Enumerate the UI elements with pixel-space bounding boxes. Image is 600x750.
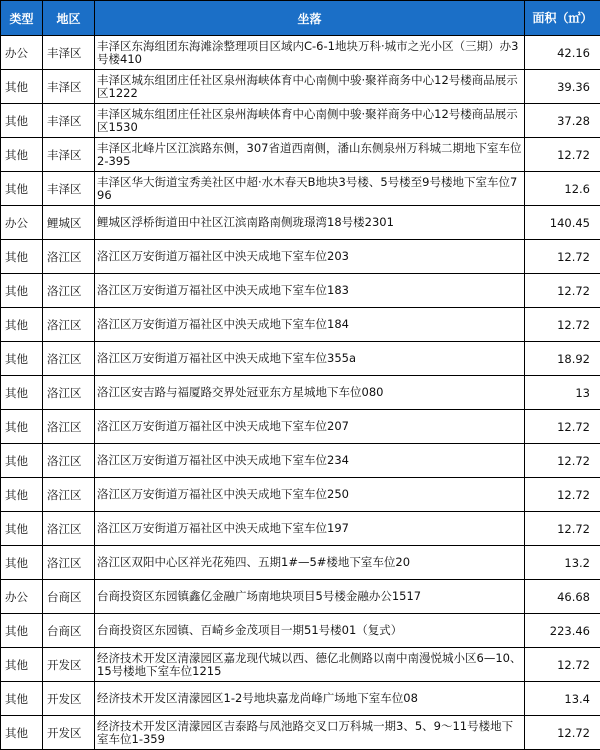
header-size [525, 1, 600, 36]
cell-area: 洛江区 [43, 512, 95, 546]
cell-location: 洛江区万安街道万福社区中泱天成地下室车位234 [95, 444, 525, 478]
cell-location: 丰泽区东海组团东海滩涂整理项目区域内C-6-1地块万科·城市之光小区（三期）办3号楼410 [95, 36, 525, 70]
table-row [1, 308, 600, 342]
table-row [1, 206, 600, 240]
cell-type: 其他 [1, 716, 43, 750]
cell-area: 洛江区 [43, 376, 95, 410]
cell-area: 丰泽区 [43, 104, 95, 138]
cell-type: 其他 [1, 682, 43, 716]
cell-size: 12.72 [525, 478, 600, 512]
cell-size: 46.68 [525, 580, 600, 614]
table-row [1, 342, 600, 376]
table-row [1, 478, 600, 512]
table-header-row [1, 1, 600, 36]
cell-type: 其他 [1, 444, 43, 478]
table-body [1, 36, 600, 750]
cell-size: 12.72 [525, 240, 600, 274]
cell-type: 其他 [1, 308, 43, 342]
cell-location: 丰泽区城东组团庄任社区泉州海峡体育中心南侧中骏·聚祥商务中心12号楼商品展示区1530 [95, 104, 525, 138]
cell-location: 洛江区安吉路与福厦路交界处冠亚东方星城地下车位080 [95, 376, 525, 410]
cell-location: 经济技术开发区清濛园区吉泰路与凤池路交叉口万科城一期3、5、9～11号楼地下室车位1-359 [95, 716, 525, 750]
cell-location: 台商投资区东园镇、百崎乡金茂项目一期51号楼01（复式） [95, 614, 525, 648]
cell-size: 12.72 [525, 716, 600, 750]
cell-type: 其他 [1, 240, 43, 274]
table-row [1, 104, 600, 138]
cell-location: 洛江区万安街道万福社区中泱天成地下室车位183 [95, 274, 525, 308]
cell-location: 丰泽区北峰片区江滨路东侧，307省道西南侧，潘山东侧泉州万科城二期地下室车位2-395 [95, 138, 525, 172]
cell-area: 洛江区 [43, 308, 95, 342]
cell-area: 丰泽区 [43, 36, 95, 70]
cell-area: 洛江区 [43, 478, 95, 512]
table-row [1, 546, 600, 580]
cell-size: 12.72 [525, 512, 600, 546]
table-row [1, 172, 600, 206]
cell-type: 办公 [1, 580, 43, 614]
cell-type: 其他 [1, 546, 43, 580]
cell-type: 其他 [1, 410, 43, 444]
cell-size: 223.46 [525, 614, 600, 648]
cell-area: 洛江区 [43, 410, 95, 444]
table-row [1, 138, 600, 172]
cell-location: 洛江区万安街道万福社区中泱天成地下室车位250 [95, 478, 525, 512]
cell-area: 丰泽区 [43, 138, 95, 172]
cell-size: 37.28 [525, 104, 600, 138]
table-row [1, 648, 600, 682]
cell-area: 洛江区 [43, 274, 95, 308]
table-row [1, 410, 600, 444]
cell-size: 12.72 [525, 138, 600, 172]
cell-size: 12.72 [525, 274, 600, 308]
cell-size: 13 [525, 376, 600, 410]
cell-location: 丰泽区城东组团庄任社区泉州海峡体育中心南侧中骏·聚祥商务中心12号楼商品展示区1222 [95, 70, 525, 104]
cell-type: 其他 [1, 478, 43, 512]
table-row [1, 682, 600, 716]
cell-area: 洛江区 [43, 342, 95, 376]
cell-area: 鲤城区 [43, 206, 95, 240]
cell-size: 39.36 [525, 70, 600, 104]
cell-location: 洛江区万安街道万福社区中泱天成地下室车位203 [95, 240, 525, 274]
cell-location: 台商投资区东园镇鑫亿金融广场南地块项目5号楼金融办公1517 [95, 580, 525, 614]
table-row [1, 240, 600, 274]
cell-type: 其他 [1, 138, 43, 172]
cell-size: 42.16 [525, 36, 600, 70]
cell-size: 12.6 [525, 172, 600, 206]
cell-type: 其他 [1, 172, 43, 206]
cell-size: 12.72 [525, 648, 600, 682]
table-row [1, 580, 600, 614]
cell-area: 丰泽区 [43, 172, 95, 206]
cell-type: 其他 [1, 376, 43, 410]
cell-location: 洛江区万安街道万福社区中泱天成地下室车位197 [95, 512, 525, 546]
cell-type: 其他 [1, 274, 43, 308]
header-area: 地区 [43, 1, 95, 36]
cell-size: 140.45 [525, 206, 600, 240]
header-type: 类型 [1, 1, 43, 36]
table-row [1, 36, 600, 70]
table-row [1, 274, 600, 308]
cell-area: 洛江区 [43, 546, 95, 580]
cell-location: 经济技术开发区清濛园区嘉龙现代城以西、德亿北侧路以南中南漫悦城小区6—10、15号楼地下室车位1215 [95, 648, 525, 682]
table-row [1, 444, 600, 478]
cell-type: 其他 [1, 342, 43, 376]
cell-area: 开发区 [43, 716, 95, 750]
cell-size: 12.72 [525, 410, 600, 444]
cell-type: 其他 [1, 614, 43, 648]
cell-location: 洛江区双阳中心区祥光花苑四、五期1#—5#楼地下室车位20 [95, 546, 525, 580]
cell-area: 开发区 [43, 682, 95, 716]
cell-location: 丰泽区华大街道宝秀美社区中超·水木春天B地块3号楼、5号楼至9号楼地下室车位796 [95, 172, 525, 206]
cell-location: 洛江区万安街道万福社区中泱天成地下室车位184 [95, 308, 525, 342]
cell-location: 鲤城区浮桥街道田中社区江滨南路南侧珑璟湾18号楼2301 [95, 206, 525, 240]
cell-location: 洛江区万安街道万福社区中泱天成地下室车位355a [95, 342, 525, 376]
table-row [1, 376, 600, 410]
table-row [1, 70, 600, 104]
cell-type: 其他 [1, 104, 43, 138]
table-row [1, 512, 600, 546]
cell-area: 洛江区 [43, 444, 95, 478]
cell-area: 台商区 [43, 580, 95, 614]
table-row [1, 716, 600, 750]
cell-type: 办公 [1, 206, 43, 240]
cell-size: 12.72 [525, 308, 600, 342]
header-location: 坐落 [95, 1, 525, 36]
cell-type: 其他 [1, 512, 43, 546]
cell-type: 其他 [1, 648, 43, 682]
cell-area: 丰泽区 [43, 70, 95, 104]
cell-type: 办公 [1, 36, 43, 70]
cell-size: 13.4 [525, 682, 600, 716]
cell-location: 经济技术开发区清濛园区1-2号地块嘉龙尚峰广场地下室车位08 [95, 682, 525, 716]
cell-location: 洛江区万安街道万福社区中泱天成地下室车位207 [95, 410, 525, 444]
cell-type: 其他 [1, 70, 43, 104]
table-row [1, 614, 600, 648]
cell-area: 洛江区 [43, 240, 95, 274]
cell-size: 18.92 [525, 342, 600, 376]
header-size-label: 面积（㎡） [525, 11, 600, 25]
cell-size: 13.2 [525, 546, 600, 580]
cell-area: 开发区 [43, 648, 95, 682]
cell-size: 12.72 [525, 444, 600, 478]
cell-area: 台商区 [43, 614, 95, 648]
